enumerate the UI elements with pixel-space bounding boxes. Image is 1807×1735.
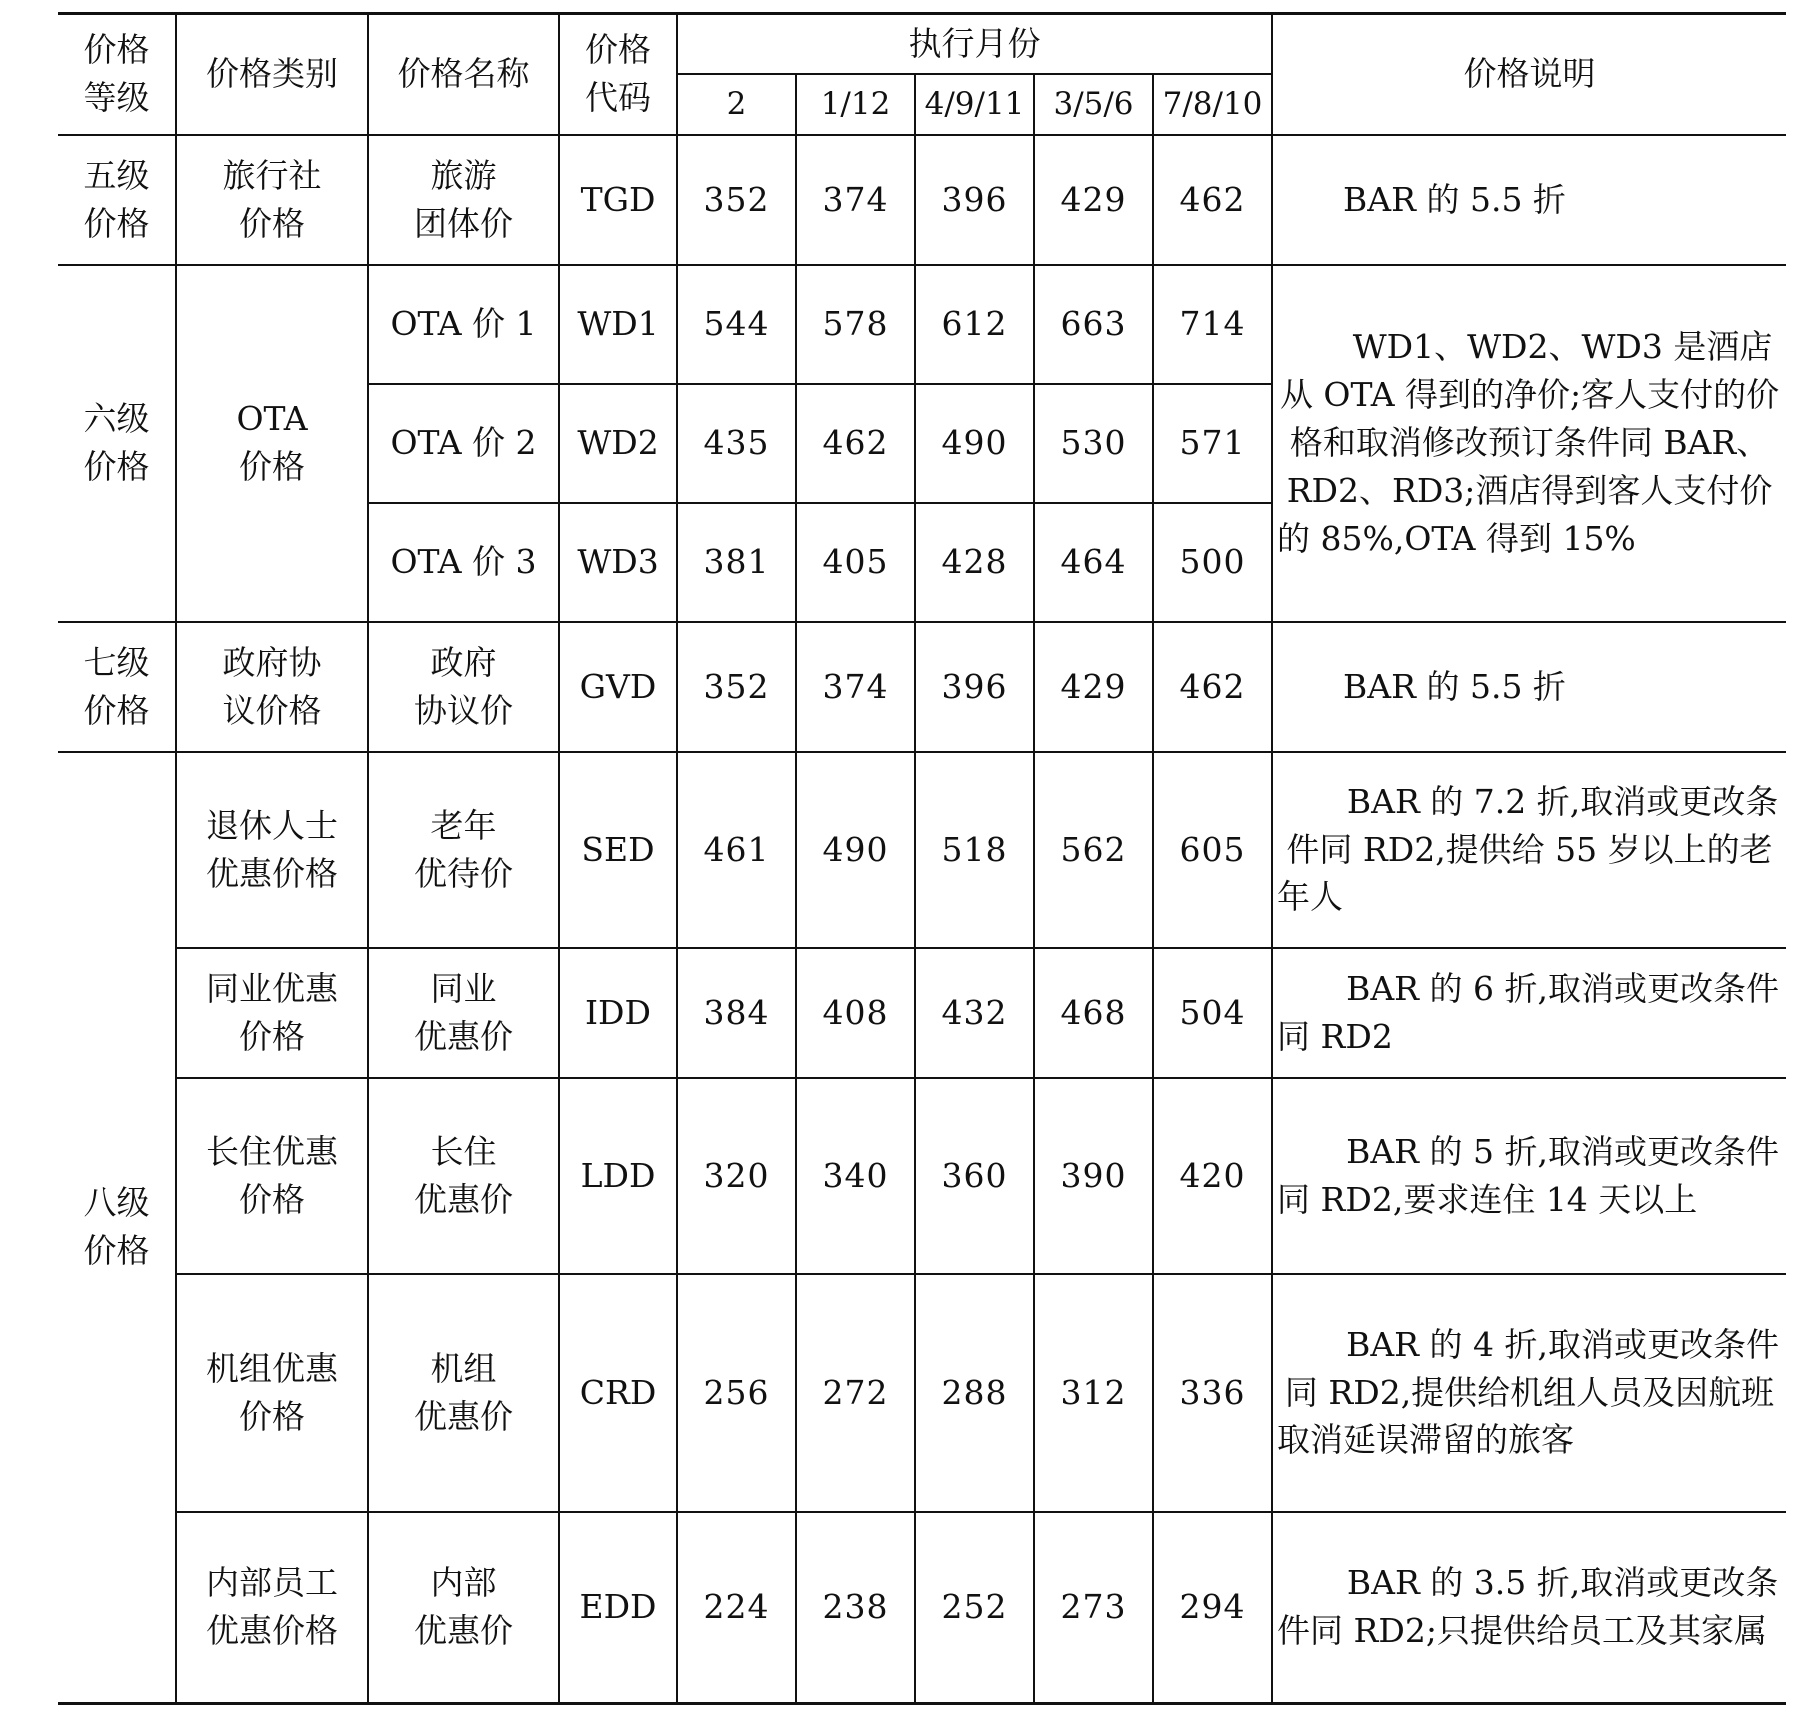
category-line: 内部员工 [206, 1563, 338, 1603]
name-line: 老年 [430, 805, 497, 845]
level-cell [58, 135, 176, 265]
description-cell [1272, 1274, 1786, 1512]
code-cell: WD1 [559, 265, 677, 384]
category-cell [176, 948, 368, 1078]
table-row [58, 135, 1786, 265]
category-line: 退休人士 [206, 805, 338, 845]
price-cell: 384 [677, 948, 796, 1078]
name-line: 优惠价 [414, 1396, 513, 1436]
header-month: 7/8/10 [1153, 74, 1272, 135]
category-line: 优惠价格 [206, 853, 338, 893]
category-line: 价格 [239, 1396, 305, 1436]
name-cell: OTA 价 2 [368, 384, 559, 503]
header-row-1 [58, 14, 1786, 74]
name-line: 长住 [430, 1131, 497, 1171]
price-cell: 381 [677, 503, 796, 622]
header-code-line: 代码 [585, 78, 651, 118]
description-text: BAR 的 5.5 折 [1343, 666, 1566, 706]
level-cell [58, 752, 176, 1704]
name-cell [368, 135, 559, 265]
code-cell: WD3 [559, 503, 677, 622]
price-cell: 256 [677, 1274, 796, 1512]
description-cell [1272, 1078, 1786, 1274]
category-line: 价格 [239, 203, 305, 243]
category-line: 价格 [239, 1016, 305, 1056]
table-row [58, 1078, 1786, 1274]
price-cell: 312 [1034, 1274, 1153, 1512]
price-cell: 238 [796, 1512, 915, 1704]
header-month: 1/12 [796, 74, 915, 135]
level-line: 价格 [83, 1231, 150, 1271]
description-cell [1272, 135, 1786, 265]
category-cell [176, 1078, 368, 1274]
name-cell [368, 1512, 559, 1704]
price-cell: 420 [1153, 1078, 1272, 1274]
code-cell: IDD [559, 948, 677, 1078]
price-cell: 432 [915, 948, 1034, 1078]
category-line: 机组优惠 [206, 1348, 338, 1388]
price-cell: 663 [1034, 265, 1153, 384]
level-line: 五级 [83, 155, 150, 195]
price-cell: 336 [1153, 1274, 1272, 1512]
price-cell: 500 [1153, 503, 1272, 622]
description-cell [1272, 752, 1786, 948]
category-cell [176, 265, 368, 622]
header-level-line: 等级 [83, 78, 150, 118]
description-text: WD1、WD2、WD3 是酒店从 OTA 得到的净价;客人支付的价格和取消修改预订条件同 BAR、RD2、RD3;酒店得到客人支付价的 85%,OTA 得到 15% [1277, 327, 1780, 558]
code-cell: LDD [559, 1078, 677, 1274]
name-cell [368, 622, 559, 752]
name-line: 团体价 [414, 203, 513, 243]
name-cell [368, 1274, 559, 1512]
table-row [58, 1512, 1786, 1704]
header-months-group: 执行月份 [677, 14, 1272, 74]
level-line: 价格 [83, 447, 150, 486]
name-cell: OTA 价 1 [368, 265, 559, 384]
name-line: 机组 [430, 1348, 497, 1388]
category-line: 旅行社 [222, 155, 322, 195]
name-line: 政府 [430, 642, 497, 682]
table-row [58, 752, 1786, 948]
price-cell: 578 [796, 265, 915, 384]
description-cell [1272, 265, 1786, 622]
description-text: BAR 的 4 折,取消或更改条件同 RD2,提供给机组人员及因航班取消延误滞留的旅客 [1277, 1324, 1779, 1460]
price-cell: 340 [796, 1078, 915, 1274]
name-cell [368, 948, 559, 1078]
header-code-line: 价格 [585, 30, 651, 70]
level-cell [58, 265, 176, 622]
level-line: 六级 [83, 399, 150, 439]
table-row [58, 1274, 1786, 1512]
category-cell [176, 135, 368, 265]
price-cell: 504 [1153, 948, 1272, 1078]
price-cell: 462 [796, 384, 915, 503]
price-cell: 396 [915, 135, 1034, 265]
price-cell: 490 [915, 384, 1034, 503]
category-cell [176, 1512, 368, 1704]
category-line: 价格 [239, 447, 305, 486]
price-cell: 530 [1034, 384, 1153, 503]
price-cell: 429 [1034, 135, 1153, 265]
name-cell: OTA 价 3 [368, 503, 559, 622]
price-cell: 405 [796, 503, 915, 622]
description-text: BAR 的 7.2 折,取消或更改条件同 RD2,提供给 55 岁以上的老年人 [1277, 781, 1779, 917]
header-month: 3/5/6 [1034, 74, 1153, 135]
price-cell: 571 [1153, 384, 1272, 503]
table-row [58, 622, 1786, 752]
price-cell: 490 [796, 752, 915, 948]
description-text: BAR 的 5 折,取消或更改条件同 RD2,要求连住 14 天以上 [1277, 1131, 1779, 1219]
price-cell: 562 [1034, 752, 1153, 948]
rate-table [58, 12, 1786, 1705]
name-line: 优惠价 [414, 1016, 513, 1056]
price-cell: 396 [915, 622, 1034, 752]
code-cell: TGD [559, 135, 677, 265]
price-cell: 360 [915, 1078, 1034, 1274]
price-cell: 374 [796, 135, 915, 265]
code-cell: CRD [559, 1274, 677, 1512]
price-cell: 288 [915, 1274, 1034, 1512]
level-cell [58, 622, 176, 752]
price-cell: 428 [915, 503, 1034, 622]
header-category: 价格类别 [176, 14, 368, 135]
price-cell: 468 [1034, 948, 1153, 1078]
price-cell: 272 [796, 1274, 915, 1512]
description-cell [1272, 1512, 1786, 1704]
name-cell [368, 752, 559, 948]
category-line: 同业优惠 [206, 968, 338, 1008]
price-cell: 390 [1034, 1078, 1153, 1274]
price-cell: 320 [677, 1078, 796, 1274]
description-text: BAR 的 3.5 折,取消或更改条件同 RD2;只提供给员工及其家属 [1277, 1563, 1779, 1651]
header-level [58, 14, 176, 135]
price-cell: 461 [677, 752, 796, 948]
code-cell: SED [559, 752, 677, 948]
category-cell [176, 1274, 368, 1512]
header-code [559, 14, 677, 135]
price-cell: 464 [1034, 503, 1153, 622]
price-cell: 408 [796, 948, 915, 1078]
price-cell: 224 [677, 1512, 796, 1704]
category-line: 议价格 [222, 690, 322, 730]
category-line: 优惠价格 [206, 1611, 338, 1651]
price-cell: 605 [1153, 752, 1272, 948]
header-description: 价格说明 [1272, 14, 1786, 135]
name-line: 旅游 [430, 155, 497, 195]
header-name: 价格名称 [368, 14, 559, 135]
price-cell: 352 [677, 622, 796, 752]
description-cell [1272, 622, 1786, 752]
price-cell: 714 [1153, 265, 1272, 384]
price-cell: 435 [677, 384, 796, 503]
price-cell: 462 [1153, 135, 1272, 265]
name-line: 同业 [430, 968, 497, 1008]
price-cell: 462 [1153, 622, 1272, 752]
category-line: 长住优惠 [206, 1131, 338, 1171]
name-line: 协议价 [414, 690, 513, 730]
table-row [58, 948, 1786, 1078]
code-cell: WD2 [559, 384, 677, 503]
category-line: 价格 [239, 1179, 305, 1219]
price-cell: 518 [915, 752, 1034, 948]
price-cell: 294 [1153, 1512, 1272, 1704]
level-line: 七级 [83, 642, 150, 682]
level-line: 八级 [83, 1183, 150, 1223]
header-month: 2 [677, 74, 796, 135]
header-level-line: 价格 [83, 30, 150, 70]
price-cell: 544 [677, 265, 796, 384]
name-line: 内部 [430, 1563, 497, 1603]
code-cell: EDD [559, 1512, 677, 1704]
category-line: OTA [236, 399, 308, 439]
price-cell: 429 [1034, 622, 1153, 752]
description-text: BAR 的 6 折,取消或更改条件同 RD2 [1277, 968, 1779, 1056]
category-line: 政府协 [222, 642, 322, 682]
description-text: BAR 的 5.5 折 [1343, 179, 1566, 219]
header-month: 4/9/11 [915, 74, 1034, 135]
price-cell: 352 [677, 135, 796, 265]
price-cell: 374 [796, 622, 915, 752]
level-line: 价格 [83, 690, 150, 730]
code-cell: GVD [559, 622, 677, 752]
category-cell [176, 622, 368, 752]
description-cell [1272, 948, 1786, 1078]
name-line: 优惠价 [414, 1179, 513, 1219]
table-row [58, 265, 1786, 384]
price-cell: 612 [915, 265, 1034, 384]
name-line: 优惠价 [414, 1611, 513, 1651]
price-cell: 273 [1034, 1512, 1153, 1704]
category-cell [176, 752, 368, 948]
level-line: 价格 [83, 203, 150, 243]
price-cell: 252 [915, 1512, 1034, 1704]
name-line: 优待价 [414, 853, 513, 893]
name-cell [368, 1078, 559, 1274]
